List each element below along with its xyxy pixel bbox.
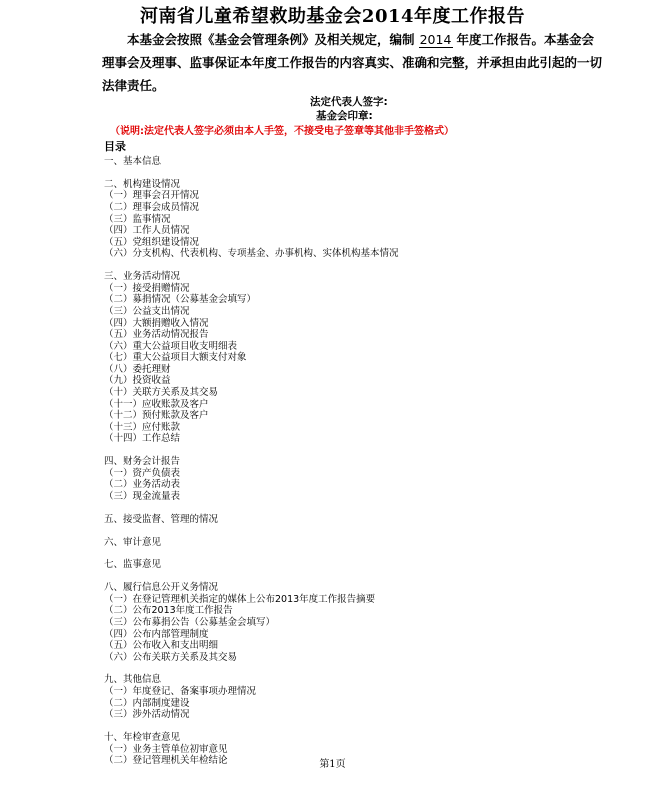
toc-item: （一）接受捐赠情况 <box>104 282 190 294</box>
foundation-seal-label: 基金会印章: <box>316 110 373 122</box>
toc-item: （十一）应收账款及客户 <box>104 398 209 410</box>
toc-item: （二）登记管理机关年检结论 <box>104 755 228 767</box>
section-gap <box>104 571 399 582</box>
toc-item: （六）分支机构、代表机构、专项基金、办事机构、实体机构基本情况 <box>104 248 399 260</box>
toc-item: （四）公布内部管理制度 <box>104 628 209 640</box>
toc-item: （六）公布关联方关系及其交易 <box>104 651 238 663</box>
toc-section-title: 十、年检审查意见 <box>104 732 181 744</box>
section-gap <box>104 721 399 732</box>
toc-item: （十四）工作总结 <box>104 433 181 445</box>
intro-paragraph <box>102 28 602 97</box>
year-field: 2014 <box>419 32 452 47</box>
section-gap <box>104 663 399 674</box>
toc-item: （三）公布募捐公告（公募基金会填写） <box>104 616 276 628</box>
toc-item: （三）涉外活动情况 <box>104 709 190 721</box>
section-gap <box>104 445 399 456</box>
section-gap <box>104 525 399 536</box>
toc-item: （七）重大公益项目大额支付对象 <box>104 352 247 364</box>
toc-item: （六）重大公益项目收支明细表 <box>104 340 238 352</box>
page-number: 第1页 <box>319 759 346 770</box>
section-gap <box>104 260 399 271</box>
toc-item: （一）在登记管理机关指定的媒体上公布2013年度工作报告摘要 <box>104 593 376 605</box>
toc-section-title: 二、机构建设情况 <box>104 178 181 190</box>
toc-item: （一）理事会召开情况 <box>104 190 200 202</box>
toc-section-title: 一、基本信息 <box>104 156 162 167</box>
toc-heading: 目录 <box>104 140 126 153</box>
section-gap <box>104 548 399 559</box>
toc-item: （一）资产负债表 <box>104 467 181 479</box>
toc-item: （四）工作人员情况 <box>104 225 190 237</box>
table-of-contents <box>104 156 399 767</box>
section-gap <box>104 168 399 179</box>
toc-item: （十二）预付账款及客户 <box>104 410 209 422</box>
legal-rep-signature-label: 法定代表人签字: <box>310 96 388 108</box>
toc-item: （十）关联方关系及其交易 <box>104 387 219 399</box>
toc-section-title: 四、财务会计报告 <box>104 456 181 468</box>
report-title: 河南省儿童希望救助基金会2014年度工作报告 <box>139 6 526 27</box>
toc-section-title: 三、业务活动情况 <box>104 271 181 283</box>
toc-section-title: 七、监事意见 <box>104 559 162 571</box>
toc-item: （三）公益支出情况 <box>104 305 190 317</box>
toc-item: （十三）应付账款 <box>104 421 181 433</box>
toc-item: （三）监事情况 <box>104 213 171 225</box>
signature-note: （说明:法定代表人签字必须由本人手签，不接受电子签章等其他非手签格式） <box>110 126 454 137</box>
toc-item: （二）公布2013年度工作报告 <box>104 605 233 617</box>
toc-section-title: 八、履行信息公开义务情况 <box>104 582 219 594</box>
toc-section-title: 九、其他信息 <box>104 674 162 686</box>
toc-item: （二）募捐情况（公募基金会填写） <box>104 294 257 306</box>
toc-item: （九）投资收益 <box>104 375 171 387</box>
toc-item: （五）业务活动情况报告 <box>104 329 209 341</box>
toc-item: （二）内部制度建设 <box>104 697 190 709</box>
toc-item: （三）现金流量表 <box>104 491 181 502</box>
toc-item: （五）公布收入和支出明细 <box>104 640 219 652</box>
toc-item: （五）党组织建设情况 <box>104 236 200 248</box>
intro-text-1: 本基金会按照《基金会管理条例》及相关规定，编制 <box>127 32 415 47</box>
toc-section-title: 六、审计意见 <box>104 536 162 548</box>
toc-item: （一）业务主管单位初审意见 <box>104 743 228 755</box>
intro-text-2: 年度工作报告。本基金会理事会及理事、监事保证本年度工作报告的内容真实、准确和完整，并承担由此引起的一切法律责任。 <box>102 32 603 93</box>
toc-section-title: 五、接受监督、管理的情况 <box>104 513 219 525</box>
toc-item: （二）理事会成员情况 <box>104 201 200 213</box>
toc-item: （四）大额捐赠收入情况 <box>104 317 209 329</box>
toc-item: （一）年度登记、备案事项办理情况 <box>104 686 257 698</box>
section-gap <box>104 503 399 514</box>
toc-item: （二）业务活动表 <box>104 479 181 491</box>
toc-item: （八）委托理财 <box>104 363 171 375</box>
